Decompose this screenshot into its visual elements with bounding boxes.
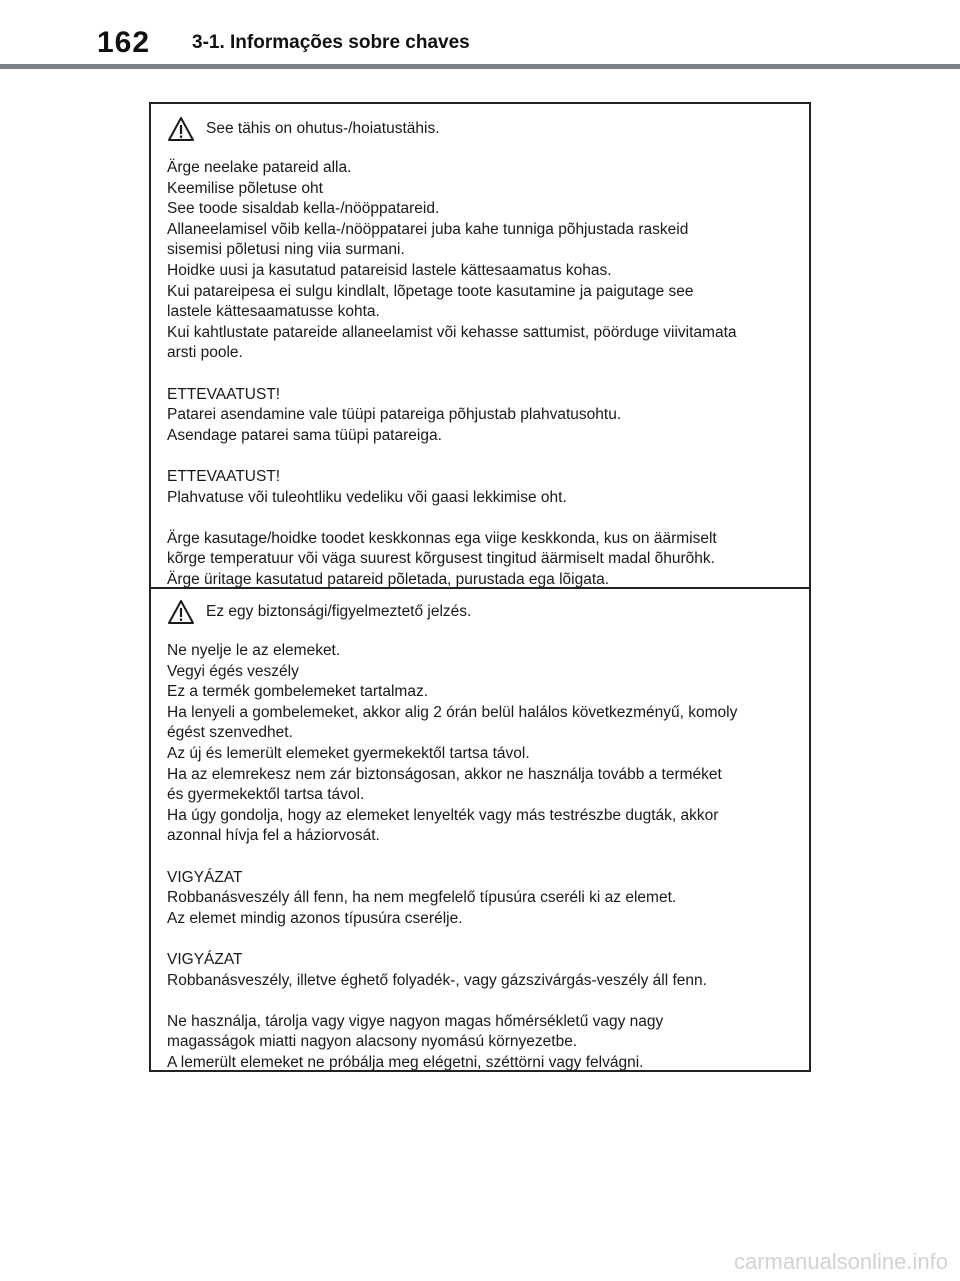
text-line: Patarei asendamine vale tüüpi patareiga põhjustab plahvatusohtu. [167,406,622,424]
paragraph-gap [167,364,795,385]
text-line: Ne használja, tárolja vagy vigye nagyon magas hőmérsékletű vagy nagy [167,1012,664,1030]
panel-divider [151,587,809,589]
text-line: Hoidke uusi ja kasutatud patareisid lastele kättesaamatus kohas. [167,261,612,279]
text-line: Vegyi égés veszély [167,662,299,680]
warning-triangle-icon [167,599,195,625]
section-title: 3-1. Informações sobre chaves [192,32,470,53]
text-line: magasságok miatti nagyon alacsony nyomású környezetbe. [167,1033,578,1051]
text-line: égést szenvedhet. [167,724,293,742]
text-line: VIGYÁZAT [167,868,243,886]
paragraph-gap [167,991,795,1012]
warning-text-hungarian [167,641,795,1073]
paragraph-gap [167,847,795,868]
watermark: carmanualsonline.info [733,1249,948,1274]
text-line: sisemisi põletusi ning viia surmani. [167,241,405,259]
warning-heading: Ez egy biztonsági/figyelmeztető jelzés. [206,603,472,620]
text-line: arsti poole. [167,344,243,362]
text-line: Ne nyelje le az elemeket. [167,642,341,659]
text-line: Asendage patarei sama tüüpi patareiga. [167,426,442,444]
warning-box [149,102,811,1072]
page-header [0,0,960,70]
text-line: Ärge kasutage/hoidke toodet keskkonnas ega viige keskkonda, kus on äärmiselt [167,529,717,547]
text-line: Ha lenyeli a gombelemeket, akkor alig 2 órán belül halálos következményű, komoly [167,703,738,721]
text-line: Kui patareipesa ei sulgu kindlalt, lõpetage toote kasutamine ja paigutage see [167,282,694,300]
text-line: See toode sisaldab kella-/nööppatareid. [167,200,440,218]
text-line: VIGYÁZAT [167,950,243,968]
text-line: lastele kättesaamatusse kohta. [167,303,380,321]
warning-panel-hungarian [151,599,809,1073]
text-line: Ärge üritage kasutatud patareid põletada, purustada ega lõigata. [167,570,610,588]
page-number: 162 [97,26,151,59]
header-rule [0,64,960,69]
text-line: Az új és lemerült elemeket gyermekektől tartsa távol. [167,744,530,762]
warning-triangle-icon [167,116,195,142]
warning-panel-estonian [151,116,809,590]
warning-heading-row [167,599,795,625]
warning-heading: See tähis on ohutus-/hoiatustähis. [206,120,440,137]
text-line: A lemerült elemeket ne próbálja meg elégetni, széttörni vagy felvágni. [167,1053,644,1071]
warning-text-estonian [167,158,795,590]
text-line: Robbanásveszély áll fenn, ha nem megfelelő típusúra cseréli ki az elemet. [167,889,677,907]
text-line: ETTEVAATUST! [167,467,281,485]
text-line: Keemilise põletuse oht [167,179,323,197]
text-line: Az elemet mindig azonos típusúra cserélje. [167,909,463,927]
text-line: Ez a termék gombelemeket tartalmaz. [167,683,429,701]
text-line: és gyermekektől tartsa távol. [167,786,365,804]
paragraph-gap [167,929,795,950]
text-line: ETTEVAATUST! [167,385,281,403]
text-line: Allaneelamisel võib kella-/nööppatarei juba kahe tunniga põhjustada raskeid [167,220,689,238]
text-line: Ärge neelake patareid alla. [167,159,352,176]
paragraph-gap [167,446,795,467]
paragraph-gap [167,508,795,529]
text-line: kõrge temperatuur või väga suurest kõrgusest tingitud äärmiselt madal õhurõhk. [167,550,715,568]
text-line: Kui kahtlustate patareide allaneelamist või kehasse sattumist, pöörduge viivitamata [167,323,737,341]
text-line: Robbanásveszély, illetve éghető folyadék-, vagy gázszivárgás-veszély áll fenn. [167,971,707,989]
text-line: Plahvatuse või tuleohtliku vedeliku või gaasi lekkimise oht. [167,488,567,506]
text-line: Ha az elemrekesz nem zár biztonságosan, akkor ne használja tovább a terméket [167,765,722,783]
text-line: azonnal hívja fel a háziorvosát. [167,827,380,845]
warning-heading-row [167,116,795,142]
text-line: Ha úgy gondolja, hogy az elemeket lenyelték vagy más testrészbe dugták, akkor [167,806,719,824]
